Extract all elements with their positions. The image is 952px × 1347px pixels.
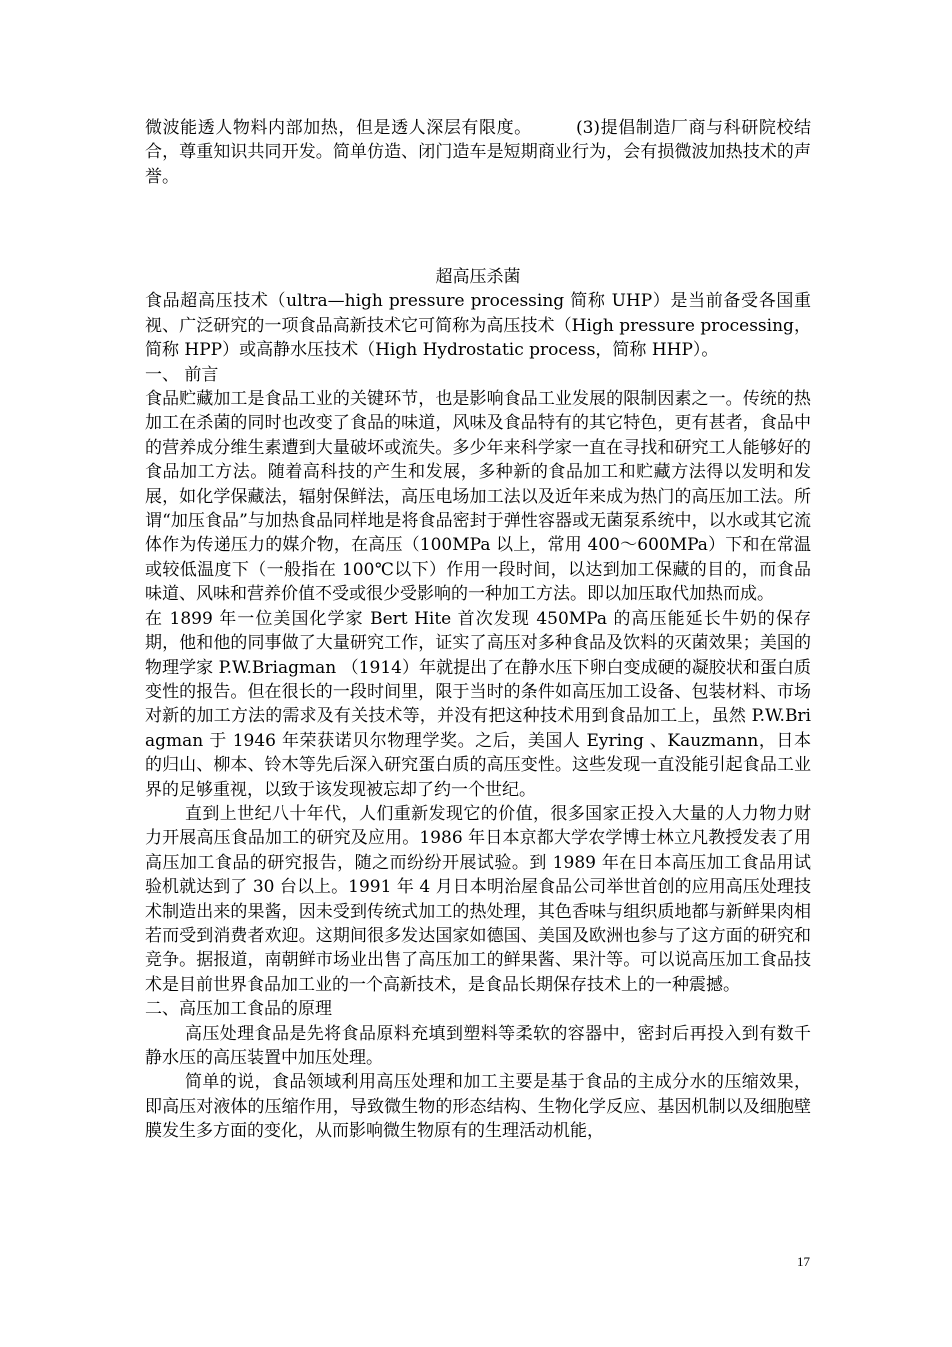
main-text-block: [145, 265, 811, 1144]
paragraph-principle-1: 高压处理食品是先将食品原料充填到塑料等柔软的容器中，密封后再投入到有数千静水压的高压装置中加压处理。: [145, 1023, 811, 1068]
page-number: 17: [797, 1254, 810, 1269]
heading-preface: 一、 前言: [145, 364, 219, 385]
section-title: 超高压杀菌: [435, 267, 521, 287]
paragraph-preface-2: 在 1899 年一位美国化学家 Bert Hite 首次发现 450MPa 的高压能延长牛奶的保存期，他和他的同事做了大量研究工作，证实了高压对多种食品及饮料的灭菌效果；美国的物理学家 P.W.Briagman （1914）年就提出了在静水压下卵白变成硬的凝胶状和蛋白质变性的报告。但在很长的一段时间里，限于当时的条件如高压加工设备、包装材料、市场对新的加工方法的需求及有关技术等，并没有把这种技术用到食品加工上，虽然 P.W.Briagman 于 1946 年荣获诺贝尔物理学奖。之后，美国人 Eyring 、Kauzmann，日本的归山、柳本、铃木等先后深入研究蛋白质的高压变性。这些发现一直没能引起食品工业界的足够重视，以致于该发现被忘却了约一个世纪。: [145, 608, 811, 800]
top-paragraph: 微波能透人物料内部加热，但是透人深层有限度。 (3)提倡制造厂商与科研院校结合，尊重知识共同开发。简单仿造、闭门造车是短期商业行为，会有损微波加热技术的声誉。: [145, 118, 811, 187]
paragraph-preface-3: 直到上世纪八十年代，人们重新发现它的价值，很多国家正投入大量的人力物力财力开展高压食品加工的研究及应用。1986 年日本京都大学农学博士林立凡教授发表了用高压加工食品的研究报告，随之而纷纷开展试验。到 1989 年在日本高压加工食品用试验机就达到了 30 台以上。1991 年 4 月日本明治屋食品公司举世首创的应用高压处理技术制造出来的果酱，因未受到传统式加工的热处理，其色香味与组织质地都与新鲜果肉相若而受到消费者欢迎。这期间很多发达国家如德国、美国及欧洲也参与了这方面的研究和竞争。据报道，南朝鲜市场业出售了高压加工的鲜果酱、果汁等。可以说高压加工食品技术是目前世界食品加工业的一个高新技术，是食品长期保存技术上的一种震撼。: [145, 803, 811, 995]
paragraph-preface-1: 食品贮藏加工是食品工业的关键环节，也是影响食品工业发展的限制因素之一。传统的热加工在杀菌的同时也改变了食品的味道，风味及食品特有的其它特色，更有甚者，食品中的营养成分维生素遭到大量破坏或流失。多少年来科学家一直在寻找和研究工人能够好的食品加工方法。随着高科技的产生和发展，多种新的食品加工和贮藏方法得以发明和发展，如化学保藏法，辐射保鲜法，高压电场加工法以及近年来成为热门的高压加工法。所谓“加压食品”与加热食品同样地是将食品密封于弹性容器或无菌泵系统中，以水或其它流体作为传递压力的媒介物，在高压（100MPa 以上，常用 400～600MPa）下和在常温或较低温度下（一般指在 100℃以下）作用一段时间，以达到加工保藏的目的，而食品味道、风味和营养价值不受或很少受影响的一种加工方法。即以加压取代加热而成。: [145, 389, 811, 605]
heading-principle: 二、高压加工食品的原理: [145, 999, 332, 1020]
top-text-block: [145, 116, 811, 189]
paragraph-principle-2: 简单的说，食品领域利用高压处理和加工主要是基于食品的主成分水的压缩效果，即高压对液体的压缩作用，导致微生物的形态结构、生物化学反应、基因机制以及细胞壁膜发生多方面的变化，从而影响微生物原有的生理活动机能，: [145, 1072, 811, 1142]
intro-paragraph: 食品超高压技术（ultra—high pressure processing 简称 UHP）是当前备受各国重视、广泛研究的一项食品高新技术它可简称为高压技术（High pressure processing，简称 HPP）或高静水压技术（High Hydrostatic process，简称 HHP）。: [145, 291, 811, 361]
